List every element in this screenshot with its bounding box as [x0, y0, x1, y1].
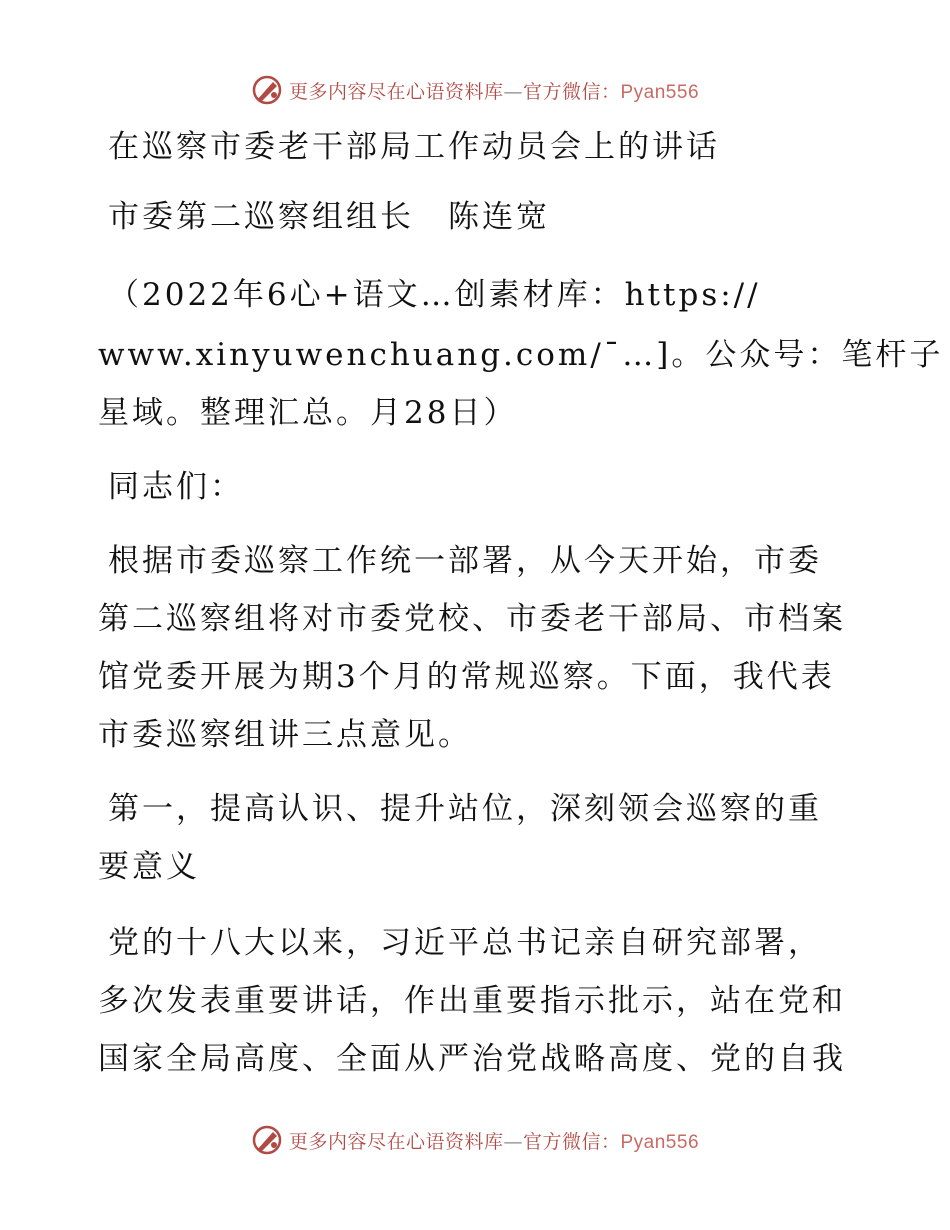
watermark-footer — [0, 1120, 950, 1160]
heading-line: 第一，提高认识、提升站位，深刻领会巡察的重 — [108, 791, 822, 827]
greeting: 同志们： — [108, 469, 244, 505]
paragraph-line: 市委巡察组讲三点意见。 — [98, 717, 472, 753]
paragraph-line: 国家全局高度、全面从严治党战略高度、党的自我 — [98, 1041, 846, 1077]
watermark-text: 更多内容尽在心语资料库—官方微信：Pyan556 — [288, 80, 700, 103]
paragraph-deployment — [98, 532, 858, 764]
section-heading-first — [98, 780, 858, 896]
pen-logo-icon — [251, 74, 283, 106]
note-line: www.xinyuwenchuang.com/¯…]。公众号：笔杆子 — [98, 337, 944, 373]
paragraph-line: 馆党委开展为期3个月的常规巡察。下面，我代表 — [98, 659, 835, 695]
note-line: 星域。整理汇总。月28日） — [98, 395, 518, 431]
heading-line: 要意义 — [98, 849, 200, 885]
paragraph-line: 第二巡察组将对市委党校、市委老干部局、市档案 — [98, 601, 846, 637]
document-title: 在巡察市委老干部局工作动员会上的讲话 — [108, 129, 720, 165]
document-byline: 市委第二巡察组组长 陈连宽 — [108, 199, 550, 235]
note-line: （2022年6心+语文…创素材库：https:// — [108, 277, 761, 313]
watermark-header — [0, 70, 950, 110]
pen-logo-icon — [251, 1124, 283, 1156]
watermark-text: 更多内容尽在心语资料库—官方微信：Pyan556 — [288, 1130, 700, 1153]
paragraph-line: 党的十八大以来，习近平总书记亲自研究部署， — [108, 925, 822, 961]
paragraph-line: 根据市委巡察工作统一部署，从今天开始，市委 — [108, 543, 822, 579]
paragraph-line: 多次发表重要讲话，作出重要指示批示，站在党和 — [98, 983, 846, 1019]
paragraph-since-18th-congress — [98, 914, 858, 1088]
